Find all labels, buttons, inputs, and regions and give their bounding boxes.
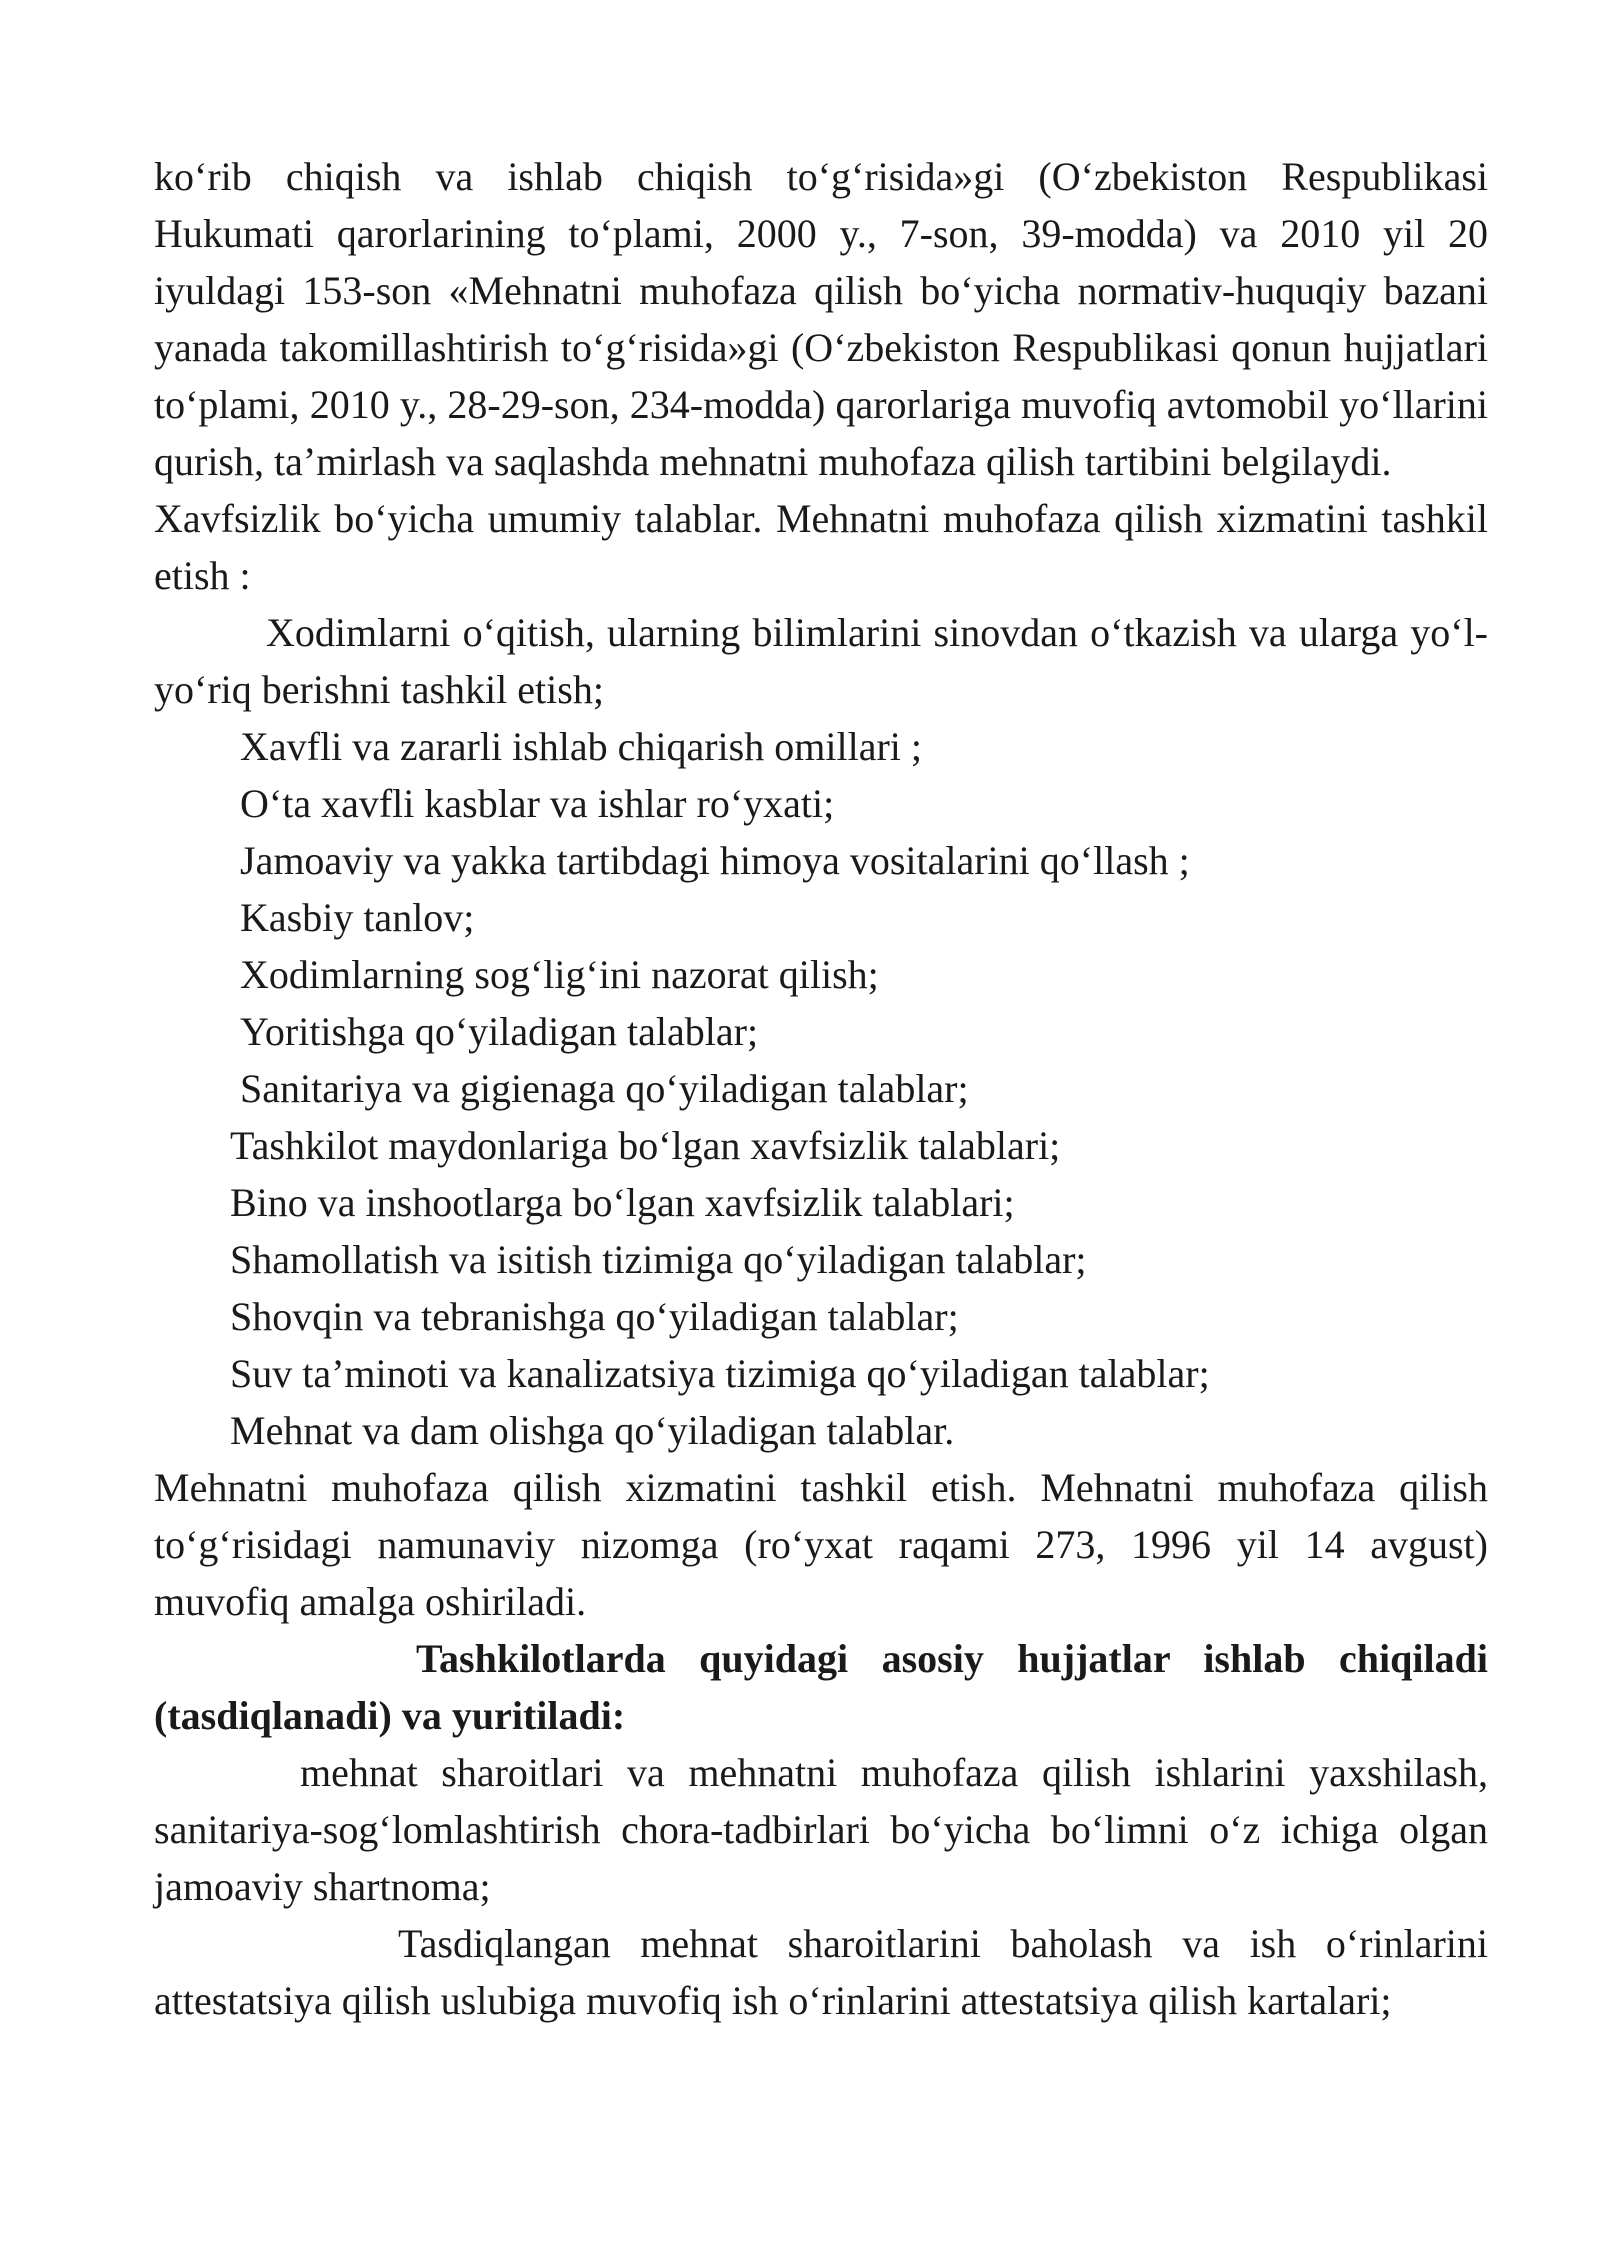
list-item: Kasbiy tanlov;	[240, 895, 475, 940]
list-item: Tashkilot maydonlariga bo‘lgan xavfsizlik talablari;	[230, 1123, 1061, 1168]
list-item: Shovqin va tebranishga qo‘yiladigan talablar;	[230, 1294, 959, 1339]
list-item: O‘ta xavfli kasblar va ishlar ro‘yxati;	[240, 781, 835, 826]
intro-paragraph: ko‘rib chiqish va ishlab chiqish to‘g‘risida»gi (O‘zbekiston Respublikasi Hukumati qarorlarining to‘plami, 2000 y., 7-son, 39-modda) va 2010 yil 20 iyuldagi 153-son «Mehnatni muhofaza qilish bo‘yicha normativ-huquqiy bazani yanada takomillashtirish to‘g‘risida»gi (O‘zbekiston Respublikasi qonun hujjatlari to‘plami, 2010 y., 28-29-son, 234-modda) qarorlariga muvofiq avtomobil yo‘llarini qurish, ta’mirlash va saqlashda mehnatni muhofaza qilish tartibini belgilaydi.	[154, 154, 1488, 484]
list-item: Yoritishga qo‘yiladigan talablar;	[240, 1009, 759, 1054]
document-page	[154, 148, 1488, 2029]
list-item: Xodimlarning sog‘lig‘ini nazorat qilish;	[240, 952, 879, 997]
documents-heading: Tashkilotlarda quyidagi asosiy hujjatlar ishlab chiqiladi (tasdiqlanadi) va yuritiladi:	[154, 1636, 1488, 1738]
list-item: Bino va inshootlarga bo‘lgan xavfsizlik talablari;	[230, 1180, 1015, 1225]
list-item: Shamollatish va isitish tizimiga qo‘yiladigan talablar;	[230, 1237, 1087, 1282]
list-item: Xavfli va zararli ishlab chiqarish omillari ;	[240, 724, 922, 769]
general-requirements-paragraph: Xavfsizlik bo‘yicha umumiy talablar. Mehnatni muhofaza qilish xizmatini tashkil etish :	[154, 496, 1488, 598]
list-item: Jamoaviy va yakka tartibdagi himoya vositalarini qo‘llash ;	[240, 838, 1190, 883]
training-paragraph: Xodimlarni o‘qitish, ularning bilimlarini sinovdan o‘tkazish va ularga yo‘l-yo‘riq berishni tashkil etish;	[154, 610, 1488, 712]
service-organization-paragraph: Mehnatni muhofaza qilish xizmatini tashkil etish. Mehnatni muhofaza qilish to‘g‘risidagi namunaviy nizomga (ro‘yxat raqami 273, 1996 yil 14 avgust) muvofiq amalga oshiriladi.	[154, 1465, 1488, 1624]
list-item: Sanitariya va gigienaga qo‘yiladigan talablar;	[240, 1066, 969, 1111]
attestation-paragraph: Tasdiqlangan mehnat sharoitlarini baholash va ish o‘rinlarini attestatsiya qilish uslubiga muvofiq ish o‘rinlarini attestatsiya qilish kartalari;	[154, 1921, 1488, 2023]
list-item: Mehnat va dam olishga qo‘yiladigan talablar.	[230, 1408, 955, 1453]
collective-agreement-paragraph: mehnat sharoitlari va mehnatni muhofaza qilish ishlarini yaxshilash, sanitariya-sog‘lomlashtirish chora-tadbirlari bo‘yicha bo‘limni o‘z ichiga olgan jamoaviy shartnoma;	[154, 1750, 1488, 1909]
list-item: Suv ta’minoti va kanalizatsiya tizimiga qo‘yiladigan talablar;	[230, 1351, 1210, 1396]
